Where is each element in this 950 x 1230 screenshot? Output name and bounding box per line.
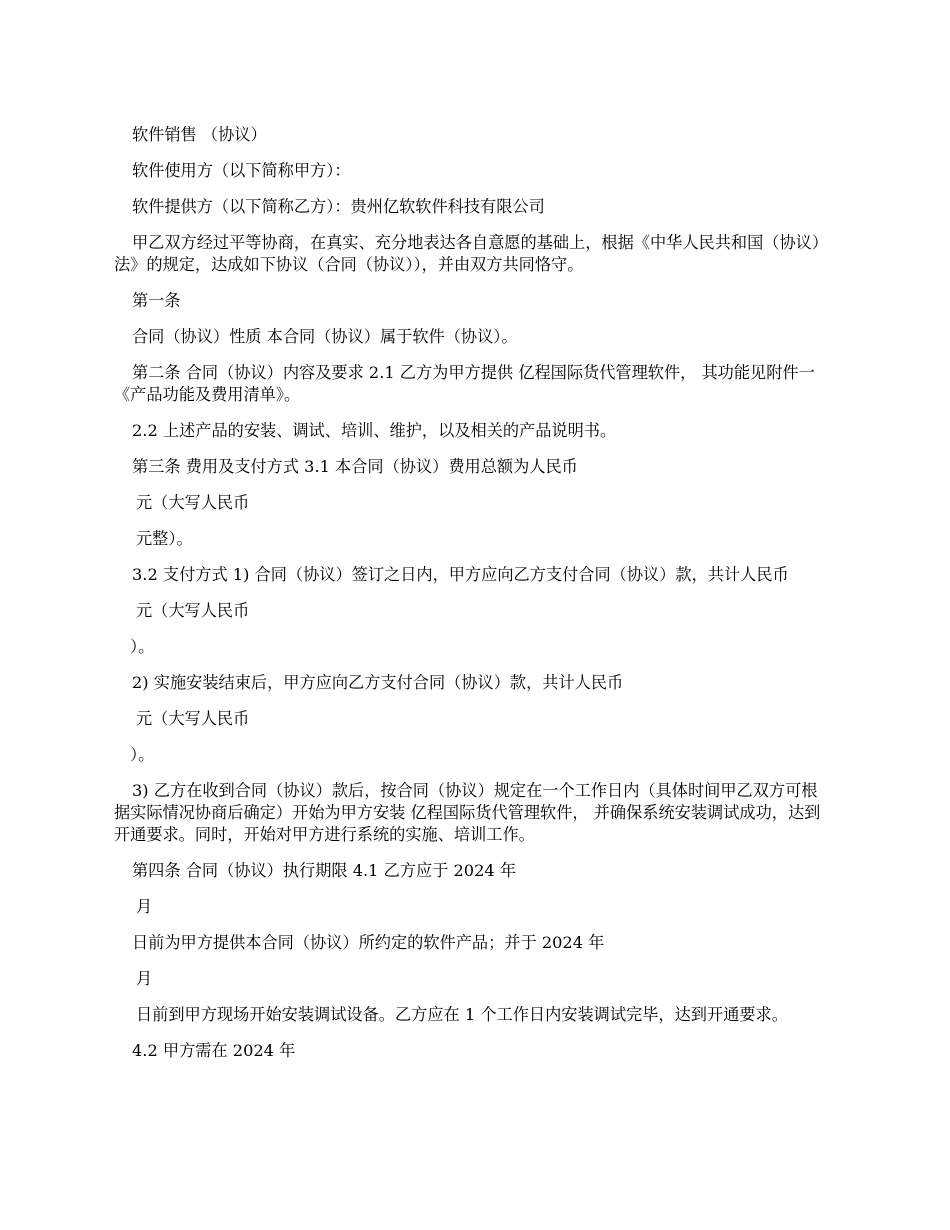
article-1-body: 合同（协议）性质 本合同（协议）属于软件（协议）。 — [132, 327, 518, 346]
clause-2-2: 2.2 上述产品的安装、调试、培训、维护，以及相关的产品说明书。 — [132, 421, 617, 440]
preamble-paragraph: 甲乙双方经过平等协商，在真实、充分地表达各自意愿的基础上，根据《中华人民共和国（协议）法》的规定，达成如下协议（合同（协议）），并由双方共同恪守。 — [114, 233, 829, 274]
payment-2-end-line: ）。 — [130, 745, 155, 764]
amount-in-words-line: 元（大写人民币 — [136, 493, 250, 512]
payment-2-paragraph: 2) 实施安装结束后，甲方应向乙方支付合同（协议）款，共计人民币 — [132, 673, 624, 692]
amount-end-line: 元整）。 — [136, 529, 193, 548]
clause-4-2: 4.2 甲方需在 2024 年 — [132, 1041, 296, 1060]
article-3-paragraph: 第三条 费用及支付方式 3.1 本合同（协议）费用总额为人民币 — [132, 457, 578, 476]
document-body — [114, 124, 830, 1076]
article-1-heading: 第一条 — [132, 291, 181, 310]
payment-2-words-line: 元（大写人民币 — [136, 709, 250, 728]
party-b-line: 软件提供方（以下简称乙方）：贵州亿软软件科技有限公司 — [132, 197, 545, 216]
delivery-date-line: 日前为甲方提供本合同（协议）所约定的软件产品；并于 2024 年 — [132, 933, 605, 952]
payment-1-end-line: ）。 — [130, 637, 155, 656]
doc-title: 软件销售 （协议） — [132, 125, 267, 144]
clause-3-2-payment-1: 3.2 支付方式 1) 合同（协议）签订之日内，甲方应向乙方支付合同（协议）款，共计人民币 — [132, 565, 789, 584]
month-line-1: 月 — [136, 897, 153, 916]
article-2-paragraph: 第二条 合同（协议）内容及要求 2.1 乙方为甲方提供 亿程国际货代管理软件， 其功能见附件一《产品功能及费用清单》。 — [114, 363, 815, 404]
payment-3-paragraph: 3) 乙方在收到合同（协议）款后，按合同（协议）规定在一个工作日内（具体时间甲乙双方可根据实际情况协商后确定）开始为甲方安装 亿程国际货代管理软件， 并确保系统安装调试成功，达到开通要求。同时，开始对甲方进行系统的实施、培训工作。 — [114, 781, 821, 844]
party-a-line: 软件使用方（以下简称甲方）： — [132, 161, 351, 180]
month-line-2: 月 — [136, 969, 153, 988]
payment-1-words-line: 元（大写人民币 — [136, 601, 250, 620]
article-4-paragraph: 第四条 合同（协议）执行期限 4.1 乙方应于 2024 年 — [132, 861, 517, 880]
installation-paragraph: 日前到甲方现场开始安装调试设备。乙方应在 1 个工作日内安装调试完毕，达到开通要求。 — [136, 1005, 788, 1024]
